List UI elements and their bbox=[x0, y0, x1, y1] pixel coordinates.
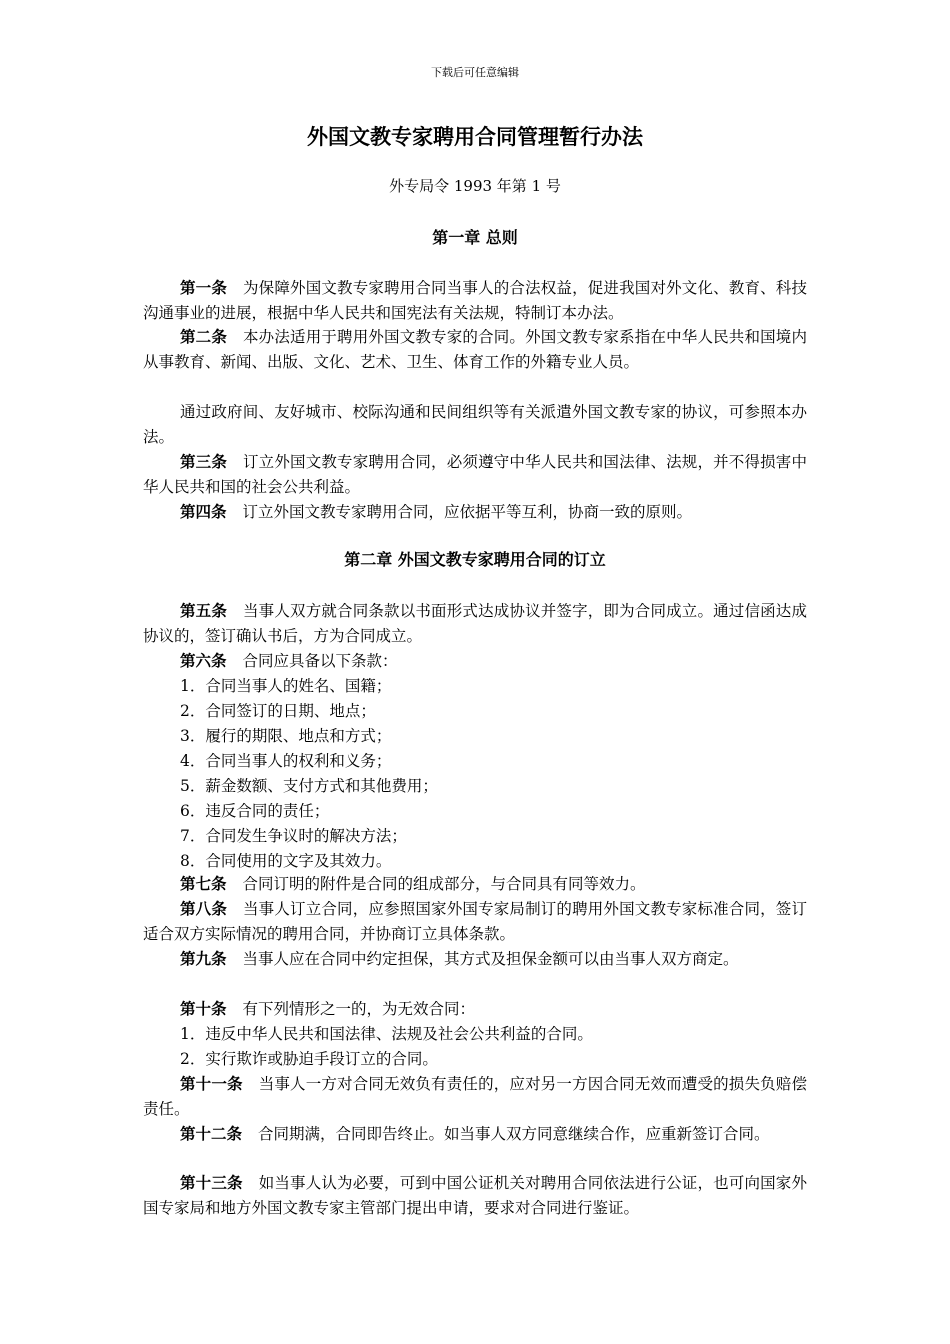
list-item: 8．合同使用的文字及其效力。 bbox=[180, 852, 392, 870]
article-6 bbox=[143, 648, 807, 874]
article-label: 第十二条 bbox=[180, 1124, 243, 1143]
list-item: 4．合同当事人的权利和义务； bbox=[180, 752, 392, 770]
article-5 bbox=[143, 598, 807, 649]
article-text: 本办法适用于聘用外国文教专家的合同。外国文教专家系指在中华人民共和国境内从事教育、新闻、出版、文化、艺术、卫生、体育工作的外籍专业人员。 bbox=[143, 328, 807, 371]
article-text: 有下列情形之一的，为无效合同： bbox=[242, 1000, 476, 1018]
article-7 bbox=[143, 871, 807, 897]
article-10 bbox=[143, 996, 807, 1072]
article-4 bbox=[143, 499, 807, 525]
article-2-paragraph: 通过政府间、友好城市、校际沟通和民间组织等有关派遣外国文教专家的协议，可参照本办法。 bbox=[143, 403, 807, 446]
article-label: 第七条 bbox=[180, 874, 227, 893]
article-label: 第一条 bbox=[180, 278, 228, 297]
article-11 bbox=[143, 1071, 807, 1122]
list-item: 1．违反中华人民共和国法律、法规及社会公共利益的合同。 bbox=[180, 1025, 593, 1043]
chapter-2-heading: 第二章 外国文教专家聘用合同的订立 bbox=[344, 550, 606, 569]
article-label: 第八条 bbox=[180, 899, 228, 918]
article-8 bbox=[143, 896, 807, 947]
article-text: 订立外国文教专家聘用合同，应依据平等互利，协商一致的原则。 bbox=[242, 503, 693, 521]
list-item: 5．薪金数额、支付方式和其他费用； bbox=[180, 777, 438, 795]
list-item: 1．合同当事人的姓名、国籍； bbox=[180, 677, 392, 695]
header-note: 下载后可任意编辑 bbox=[431, 66, 519, 79]
article-text: 当事人应在合同中约定担保，其方式及担保金额可以由当事人双方商定。 bbox=[242, 950, 739, 968]
article-13 bbox=[143, 1170, 807, 1221]
chapter-1-heading: 第一章 总则 bbox=[432, 228, 518, 247]
article-label: 第六条 bbox=[180, 651, 227, 670]
article-text: 合同期满，合同即告终止。如当事人双方同意继续合作，应重新签订合同。 bbox=[258, 1125, 770, 1143]
article-label: 第十一条 bbox=[180, 1074, 243, 1093]
article-3 bbox=[143, 449, 807, 500]
article-text: 如当事人认为必要，可到中国公证机关对聘用合同依法进行公证，也可向国家外国专家局和地方外国文教专家主管部门提出申请，要求对合同进行鉴证。 bbox=[143, 1174, 807, 1217]
article-label: 第四条 bbox=[180, 502, 227, 521]
article-label: 第五条 bbox=[180, 601, 228, 620]
article-text: 当事人一方对合同无效负有责任的，应对另一方因合同无效而遭受的损失负赔偿责任。 bbox=[143, 1075, 807, 1118]
article-9 bbox=[143, 946, 807, 972]
list-item: 2．合同签订的日期、地点； bbox=[180, 702, 376, 720]
article-label: 第十条 bbox=[180, 999, 227, 1018]
article-12 bbox=[143, 1121, 807, 1147]
article-2 bbox=[143, 324, 807, 375]
list-item: 3．履行的期限、地点和方式； bbox=[180, 727, 392, 745]
article-6-intro bbox=[143, 648, 807, 674]
article-text: 合同应具备以下条款： bbox=[242, 652, 398, 670]
article-label: 第三条 bbox=[180, 452, 228, 471]
list-item: 7．合同发生争议时的解决方法； bbox=[180, 827, 407, 845]
article-text: 当事人订立合同，应参照国家外国专家局制订的聘用外国文教专家标准合同，签订适合双方实际情况的聘用合同，并协商订立具体条款。 bbox=[143, 900, 807, 943]
article-label: 第十三条 bbox=[180, 1173, 243, 1192]
article-text: 订立外国文教专家聘用合同，必须遵守中华人民共和国法律、法规，并不得损害中华人民共和国的社会公共利益。 bbox=[143, 453, 807, 496]
document-subtitle: 外专局令 1993 年第 1 号 bbox=[389, 177, 561, 195]
article-text: 合同订明的附件是合同的组成部分，与合同具有同等效力。 bbox=[242, 875, 646, 893]
article-label: 第二条 bbox=[180, 327, 228, 346]
document-title: 外国文教专家聘用合同管理暂行办法 bbox=[307, 124, 643, 149]
article-text: 为保障外国文教专家聘用合同当事人的合法权益，促进我国对外文化、教育、科技沟通事业的进展，根据中华人民共和国宪法有关法规，特制订本办法。 bbox=[143, 279, 807, 322]
article-label: 第九条 bbox=[180, 949, 227, 968]
article-text: 当事人双方就合同条款以书面形式达成协议并签字，即为合同成立。通过信函达成协议的，签订确认书后，方为合同成立。 bbox=[143, 602, 807, 645]
article-10-intro bbox=[143, 996, 807, 1022]
list-item: 2．实行欺诈或胁迫手段订立的合同。 bbox=[180, 1050, 438, 1068]
article-1 bbox=[143, 275, 807, 326]
list-item: 6．违反合同的责任； bbox=[180, 802, 330, 820]
